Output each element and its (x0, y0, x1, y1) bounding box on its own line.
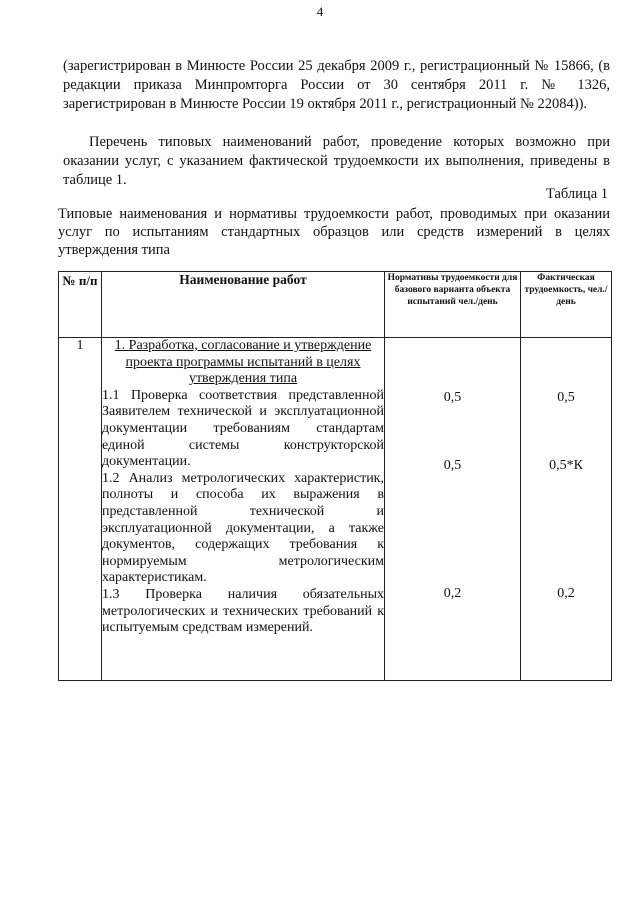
row-number: 1 (59, 338, 102, 681)
header-fact: Фактическая трудоемкость, чел./день (521, 272, 612, 338)
header-norm: Нормативы трудоемкости для базового варианта объекта испытаний чел./день (385, 272, 521, 338)
header-name: Наименование работ (102, 272, 385, 338)
page-number: 4 (316, 4, 324, 19)
works-table (58, 271, 612, 681)
section-title: 1. Разработка, согласование и утверждение проекта программы испытаний в целях утверждения типа (114, 338, 372, 387)
norm-value-1-1: 0,5 (443, 390, 462, 405)
header-num: № п/п (59, 272, 102, 338)
fact-value-1-3: 0,2 (557, 586, 575, 601)
norm-value-1-3: 0,2 (443, 586, 462, 601)
fact-value-1-2: 0,5*К (549, 458, 583, 473)
work-item-1-2: 1.2 Анализ метрологических характеристик, полноты и способа их выражения в представленной технической и эксплуатационной документации, а также документов, содержащих требования к нормируемым метрологическим характеристикам. (102, 470, 384, 586)
paragraph-intro: Перечень типовых наименований работ, проведение которых возможно при оказании услуг, с указанием фактической трудоемкости их выполнения, приведены в таблице 1. (63, 133, 610, 188)
row-work-names (102, 338, 385, 681)
table-label: Таблица 1 (545, 186, 608, 202)
table-caption: Типовые наименования и нормативы трудоемкости работ, проводимых при оказании услуг по испытаниям стандартных образцов или средств измерений в целях утверждения типа (58, 206, 610, 258)
norm-values-cell (385, 338, 521, 681)
norm-value-1-2: 0,5 (443, 458, 462, 473)
table-header-row (59, 272, 612, 338)
fact-value-1-1: 0,5 (557, 390, 575, 405)
paragraph-registration: (зарегистрирован в Минюсте России 25 декабря 2009 г., регистрационный № 15866, (в редакции приказа Минпромторга России от 30 сентября 2011 г. № 1326, зарегистрирован в Минюсте России 19 октября 2011 г., регистрационный № 22084)). (63, 57, 610, 112)
work-item-1-1: 1.1 Проверка соответствия представленной Заявителем технической и эксплуатационной документации требованиям стандартам единой системы конструкторской документации. (102, 387, 384, 470)
work-item-1-3: 1.3 Проверка наличия обязательных метрологических и технических требований к испытуемым средствам измерений. (102, 586, 384, 636)
fact-values-cell (521, 338, 612, 681)
table-row (59, 338, 612, 681)
